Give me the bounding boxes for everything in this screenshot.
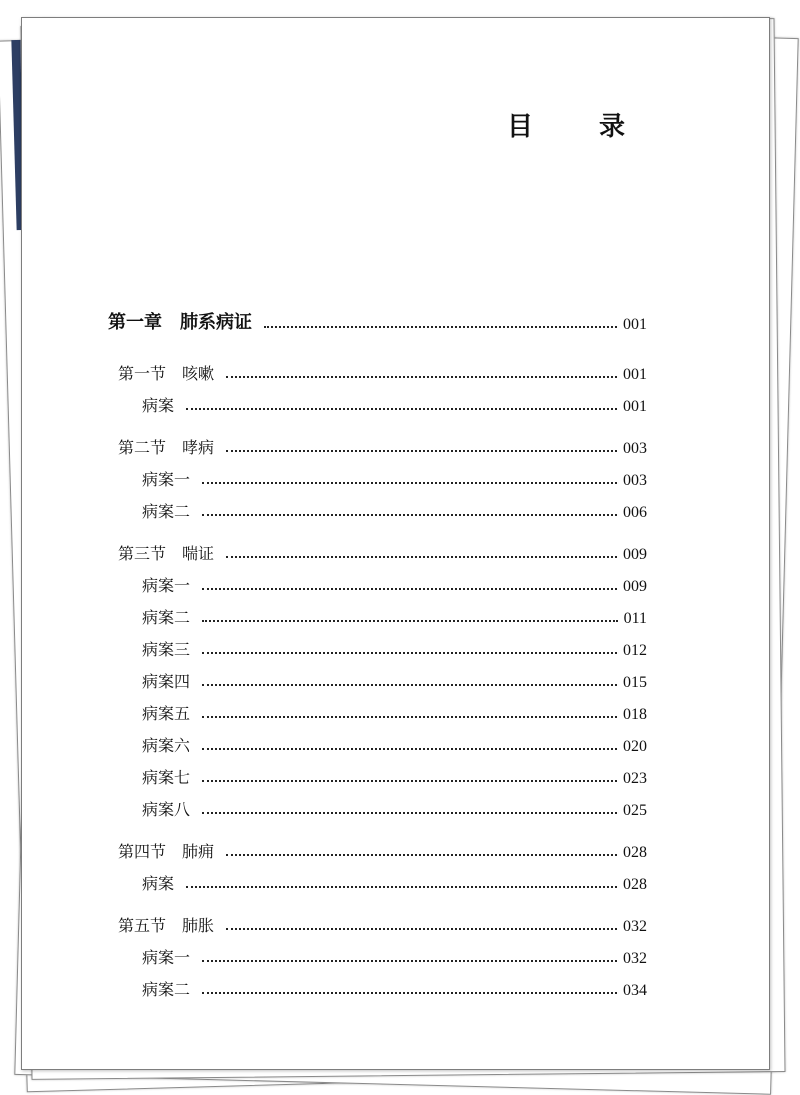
toc-entry-section[interactable] bbox=[118, 538, 647, 564]
toc-entry-page: 011 bbox=[623, 610, 647, 627]
dot-leader bbox=[186, 886, 617, 888]
toc-entry-label: 第一节 咳嗽 bbox=[118, 364, 215, 383]
toc-entry-label: 病案三 bbox=[142, 640, 191, 659]
dot-leader bbox=[226, 376, 617, 378]
dot-leader bbox=[226, 556, 617, 558]
toc-entry-page: 003 bbox=[623, 472, 647, 489]
toc-entry-label: 病案一 bbox=[142, 576, 191, 595]
toc-entry-case[interactable] bbox=[142, 974, 647, 1000]
dot-leader bbox=[202, 716, 617, 718]
toc-entry-case[interactable] bbox=[142, 762, 647, 788]
toc-entry-page: 032 bbox=[623, 950, 647, 967]
toc-entry-case[interactable] bbox=[142, 464, 647, 490]
toc-entry-case[interactable] bbox=[142, 602, 647, 628]
toc-entry-page: 001 bbox=[623, 366, 647, 383]
toc-entry-section[interactable] bbox=[118, 910, 647, 936]
toc-entry-case[interactable] bbox=[142, 634, 647, 660]
toc-entry-label: 病案六 bbox=[142, 736, 191, 755]
toc-entry-page: 001 bbox=[623, 398, 647, 415]
dot-leader bbox=[226, 854, 617, 856]
toc-entry-page: 025 bbox=[623, 802, 647, 819]
dot-leader bbox=[202, 960, 617, 962]
toc-entry-label: 第四节 肺痈 bbox=[118, 842, 215, 861]
toc-entry-label: 第一章 肺系病证 bbox=[108, 312, 252, 333]
toc-entry-label: 病案 bbox=[142, 396, 175, 415]
toc-entry-page: 020 bbox=[623, 738, 647, 755]
dot-leader bbox=[202, 684, 617, 686]
toc-entry-page: 028 bbox=[623, 844, 647, 861]
toc-entry-label: 病案 bbox=[142, 874, 175, 893]
toc-entry-case[interactable] bbox=[142, 496, 647, 522]
toc-entry-page: 023 bbox=[623, 770, 647, 787]
toc-entry-page: 003 bbox=[623, 440, 647, 457]
toc-entry-section[interactable] bbox=[118, 432, 647, 458]
dot-leader bbox=[202, 620, 618, 622]
toc-entry-case[interactable] bbox=[142, 868, 647, 894]
toc-entry-label: 第二节 哮病 bbox=[118, 438, 215, 457]
toc-entry-label: 病案八 bbox=[142, 800, 191, 819]
toc-entry-page: 001 bbox=[623, 316, 647, 333]
toc-entry-page: 028 bbox=[623, 876, 647, 893]
toc-entry-section[interactable] bbox=[118, 836, 647, 862]
toc-entry-label: 病案一 bbox=[142, 470, 191, 489]
dot-leader bbox=[202, 812, 617, 814]
toc-entry-label: 第三节 喘证 bbox=[118, 544, 215, 563]
toc-entry-chapter[interactable] bbox=[108, 308, 647, 334]
toc-entry-section[interactable] bbox=[118, 358, 647, 384]
toc-entry-page: 015 bbox=[623, 674, 647, 691]
dot-leader bbox=[202, 482, 617, 484]
dot-leader bbox=[226, 450, 617, 452]
toc-entry-page: 006 bbox=[623, 504, 647, 521]
dot-leader bbox=[202, 652, 617, 654]
toc-entry-label: 第五节 肺胀 bbox=[118, 916, 215, 935]
dot-leader bbox=[202, 514, 617, 516]
toc-entry-page: 034 bbox=[623, 982, 647, 999]
toc-entry-label: 病案二 bbox=[142, 608, 191, 627]
page-title: 目 录 bbox=[506, 112, 645, 142]
toc-entry-page: 018 bbox=[623, 706, 647, 723]
toc-page bbox=[21, 17, 770, 1070]
dot-leader bbox=[202, 748, 617, 750]
dot-leader bbox=[226, 928, 617, 930]
toc-entry-case[interactable] bbox=[142, 390, 647, 416]
toc-entry-case[interactable] bbox=[142, 794, 647, 820]
dot-leader bbox=[202, 588, 617, 590]
toc-entry-page: 009 bbox=[623, 578, 647, 595]
toc-entry-case[interactable] bbox=[142, 570, 647, 596]
toc-entry-case[interactable] bbox=[142, 666, 647, 692]
toc-entry-label: 病案四 bbox=[142, 672, 191, 691]
toc-entry-label: 病案二 bbox=[142, 980, 191, 999]
dot-leader bbox=[202, 992, 617, 994]
toc-entry-case[interactable] bbox=[142, 698, 647, 724]
toc-entry-page: 012 bbox=[623, 642, 647, 659]
toc-entry-label: 病案五 bbox=[142, 704, 191, 723]
toc-entry-label: 病案七 bbox=[142, 768, 191, 787]
table-of-contents bbox=[22, 18, 769, 1069]
dot-leader bbox=[264, 326, 617, 328]
toc-entry-label: 病案二 bbox=[142, 502, 191, 521]
toc-entry-page: 009 bbox=[623, 546, 647, 563]
dot-leader bbox=[186, 408, 617, 410]
toc-entry-case[interactable] bbox=[142, 730, 647, 756]
toc-entry-page: 032 bbox=[623, 918, 647, 935]
toc-entry-case[interactable] bbox=[142, 942, 647, 968]
toc-entry-label: 病案一 bbox=[142, 948, 191, 967]
dot-leader bbox=[202, 780, 617, 782]
